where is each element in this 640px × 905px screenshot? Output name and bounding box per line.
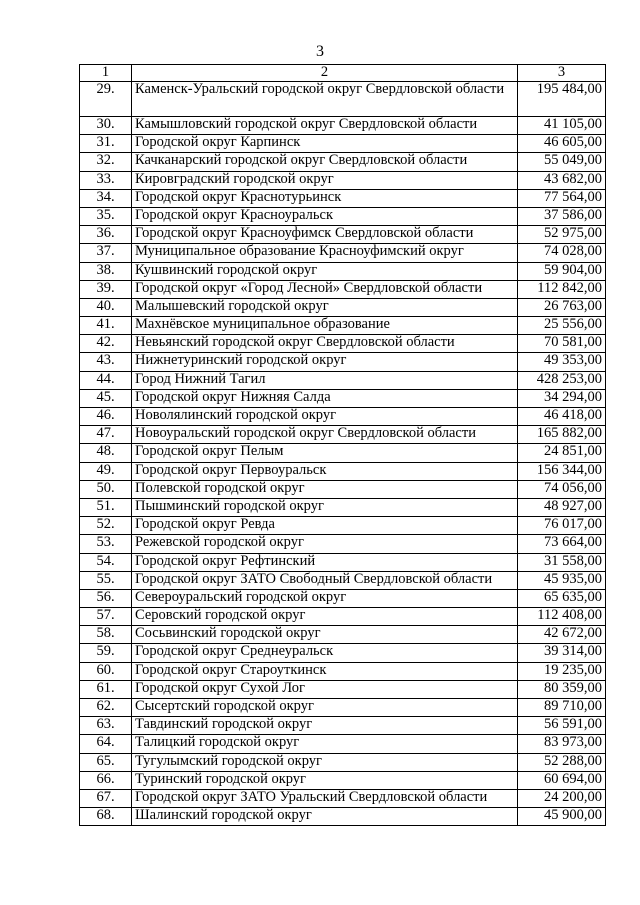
table-row — [80, 207, 606, 225]
row-number: 31. — [80, 135, 132, 153]
table-row — [80, 280, 606, 298]
row-amount: 26 763,00 — [518, 298, 606, 316]
row-amount: 73 664,00 — [518, 535, 606, 553]
row-municipality-name: Шалинский городской округ — [132, 808, 518, 826]
table-row — [80, 244, 606, 262]
data-table — [79, 64, 606, 826]
column-header-number: 1 — [80, 65, 132, 82]
row-municipality-name: Городской округ «Город Лесной» Свердловской области — [132, 280, 518, 298]
row-amount: 31 558,00 — [518, 553, 606, 571]
row-municipality-name: Новоуральский городской округ Свердловской области — [132, 426, 518, 444]
row-amount: 34 294,00 — [518, 389, 606, 407]
table-row — [80, 262, 606, 280]
row-amount: 46 605,00 — [518, 135, 606, 153]
row-municipality-name: Полевской городской округ — [132, 480, 518, 498]
row-number: 32. — [80, 153, 132, 171]
row-number: 55. — [80, 571, 132, 589]
row-number: 42. — [80, 335, 132, 353]
row-municipality-name: Городской округ Староуткинск — [132, 662, 518, 680]
row-amount: 45 900,00 — [518, 808, 606, 826]
row-municipality-name: Городской округ ЗАТО Свободный Свердловской области — [132, 571, 518, 589]
row-amount: 49 353,00 — [518, 353, 606, 371]
row-municipality-name: Городской округ Краснотурьинск — [132, 189, 518, 207]
row-municipality-name: Невьянский городской округ Свердловской области — [132, 335, 518, 353]
row-number: 63. — [80, 717, 132, 735]
row-municipality-name: Муниципальное образование Красноуфимский округ — [132, 244, 518, 262]
row-amount: 52 975,00 — [518, 226, 606, 244]
row-amount: 156 344,00 — [518, 462, 606, 480]
table-row — [80, 771, 606, 789]
row-amount: 42 672,00 — [518, 626, 606, 644]
row-number: 62. — [80, 699, 132, 717]
row-amount: 41 105,00 — [518, 117, 606, 135]
row-number: 65. — [80, 753, 132, 771]
row-number: 60. — [80, 662, 132, 680]
row-amount: 80 359,00 — [518, 680, 606, 698]
row-number: 68. — [80, 808, 132, 826]
row-amount: 24 851,00 — [518, 444, 606, 462]
table-row — [80, 753, 606, 771]
row-amount: 165 882,00 — [518, 426, 606, 444]
table-row — [80, 608, 606, 626]
row-number: 52. — [80, 517, 132, 535]
row-number: 53. — [80, 535, 132, 553]
row-municipality-name: Городской округ Красноуральск — [132, 207, 518, 225]
row-municipality-name: Тавдинский городской округ — [132, 717, 518, 735]
table-row — [80, 735, 606, 753]
row-municipality-name: Кушвинский городской округ — [132, 262, 518, 280]
table-row — [80, 153, 606, 171]
table-row — [80, 317, 606, 335]
row-number: 58. — [80, 626, 132, 644]
column-header-name: 2 — [132, 65, 518, 82]
row-amount: 77 564,00 — [518, 189, 606, 207]
table-row — [80, 808, 606, 826]
table-row — [80, 644, 606, 662]
row-municipality-name: Сысертский городской округ — [132, 699, 518, 717]
row-municipality-name: Сосьвинский городской округ — [132, 626, 518, 644]
row-number: 33. — [80, 171, 132, 189]
row-amount: 55 049,00 — [518, 153, 606, 171]
row-amount: 74 056,00 — [518, 480, 606, 498]
row-municipality-name: Махнёвское муниципальное образование — [132, 317, 518, 335]
table-row — [80, 389, 606, 407]
row-municipality-name: Малышевский городской округ — [132, 298, 518, 316]
row-number: 29. — [80, 82, 132, 117]
row-municipality-name: Туринский городской округ — [132, 771, 518, 789]
table-row — [80, 535, 606, 553]
row-municipality-name: Городской округ Сухой Лог — [132, 680, 518, 698]
table-row — [80, 171, 606, 189]
table-row — [80, 717, 606, 735]
row-municipality-name: Городской округ Нижняя Салда — [132, 389, 518, 407]
row-number: 61. — [80, 680, 132, 698]
row-amount: 45 935,00 — [518, 571, 606, 589]
row-number: 44. — [80, 371, 132, 389]
table-row — [80, 408, 606, 426]
table-row — [80, 135, 606, 153]
row-amount: 89 710,00 — [518, 699, 606, 717]
row-number: 45. — [80, 389, 132, 407]
table-row — [80, 189, 606, 207]
row-number: 49. — [80, 462, 132, 480]
row-number: 48. — [80, 444, 132, 462]
column-header-value: 3 — [518, 65, 606, 82]
row-number: 56. — [80, 589, 132, 607]
row-amount: 39 314,00 — [518, 644, 606, 662]
row-amount: 52 288,00 — [518, 753, 606, 771]
row-municipality-name: Новолялинский городской округ — [132, 408, 518, 426]
row-amount: 19 235,00 — [518, 662, 606, 680]
row-number: 59. — [80, 644, 132, 662]
row-amount: 112 842,00 — [518, 280, 606, 298]
row-number: 30. — [80, 117, 132, 135]
table-row — [80, 226, 606, 244]
row-municipality-name: Пышминский городской округ — [132, 498, 518, 516]
row-number: 64. — [80, 735, 132, 753]
row-municipality-name: Городской округ Первоуральск — [132, 462, 518, 480]
table-row — [80, 480, 606, 498]
row-municipality-name: Городской округ Красноуфимск Свердловской области — [132, 226, 518, 244]
row-municipality-name: Талицкий городской округ — [132, 735, 518, 753]
row-municipality-name: Режевской городской округ — [132, 535, 518, 553]
row-amount: 195 484,00 — [518, 82, 606, 117]
row-number: 34. — [80, 189, 132, 207]
table-row — [80, 335, 606, 353]
row-number: 43. — [80, 353, 132, 371]
row-amount: 428 253,00 — [518, 371, 606, 389]
table-row — [80, 789, 606, 807]
row-number: 57. — [80, 608, 132, 626]
table-row — [80, 117, 606, 135]
row-number: 38. — [80, 262, 132, 280]
row-amount: 65 635,00 — [518, 589, 606, 607]
table-row — [80, 571, 606, 589]
row-municipality-name: Тугулымский городской округ — [132, 753, 518, 771]
row-amount: 48 927,00 — [518, 498, 606, 516]
row-number: 54. — [80, 553, 132, 571]
row-municipality-name: Серовский городской округ — [132, 608, 518, 626]
table-row — [80, 699, 606, 717]
row-municipality-name: Качканарский городской округ Свердловской области — [132, 153, 518, 171]
row-number: 66. — [80, 771, 132, 789]
row-amount: 24 200,00 — [518, 789, 606, 807]
table-row — [80, 680, 606, 698]
row-amount: 83 973,00 — [518, 735, 606, 753]
table-body — [80, 82, 606, 826]
row-amount: 60 694,00 — [518, 771, 606, 789]
table-row — [80, 553, 606, 571]
row-amount: 43 682,00 — [518, 171, 606, 189]
row-municipality-name: Городской округ Среднеуральск — [132, 644, 518, 662]
row-number: 35. — [80, 207, 132, 225]
row-number: 39. — [80, 280, 132, 298]
table-row — [80, 426, 606, 444]
row-municipality-name: Городской округ Рефтинский — [132, 553, 518, 571]
table-row — [80, 353, 606, 371]
row-amount: 59 904,00 — [518, 262, 606, 280]
table-row — [80, 444, 606, 462]
table-row — [80, 626, 606, 644]
row-municipality-name: Каменск-Уральский городской округ Свердловской области — [132, 82, 518, 117]
row-municipality-name: Кировградский городской округ — [132, 171, 518, 189]
row-number: 37. — [80, 244, 132, 262]
table-row — [80, 298, 606, 316]
table-row — [80, 82, 606, 117]
table-header-row — [80, 65, 606, 82]
row-municipality-name: Город Нижний Тагил — [132, 371, 518, 389]
row-number: 40. — [80, 298, 132, 316]
row-number: 36. — [80, 226, 132, 244]
row-municipality-name: Нижнетуринский городской округ — [132, 353, 518, 371]
row-municipality-name: Североуральский городской округ — [132, 589, 518, 607]
row-number: 51. — [80, 498, 132, 516]
row-municipality-name: Городской округ Карпинск — [132, 135, 518, 153]
table-row — [80, 498, 606, 516]
page-number: 3 — [316, 43, 324, 60]
table-row — [80, 371, 606, 389]
row-number: 47. — [80, 426, 132, 444]
row-municipality-name: Городской округ Ревда — [132, 517, 518, 535]
row-number: 50. — [80, 480, 132, 498]
table-row — [80, 589, 606, 607]
row-amount: 56 591,00 — [518, 717, 606, 735]
row-amount: 37 586,00 — [518, 207, 606, 225]
row-amount: 25 556,00 — [518, 317, 606, 335]
table-row — [80, 462, 606, 480]
row-number: 46. — [80, 408, 132, 426]
row-municipality-name: Камышловский городской округ Свердловской области — [132, 117, 518, 135]
row-amount: 112 408,00 — [518, 608, 606, 626]
row-amount: 70 581,00 — [518, 335, 606, 353]
row-municipality-name: Городской округ Пелым — [132, 444, 518, 462]
row-amount: 74 028,00 — [518, 244, 606, 262]
row-number: 67. — [80, 789, 132, 807]
table-row — [80, 662, 606, 680]
row-amount: 76 017,00 — [518, 517, 606, 535]
row-number: 41. — [80, 317, 132, 335]
row-municipality-name: Городской округ ЗАТО Уральский Свердловской области — [132, 789, 518, 807]
row-amount: 46 418,00 — [518, 408, 606, 426]
table-row — [80, 517, 606, 535]
